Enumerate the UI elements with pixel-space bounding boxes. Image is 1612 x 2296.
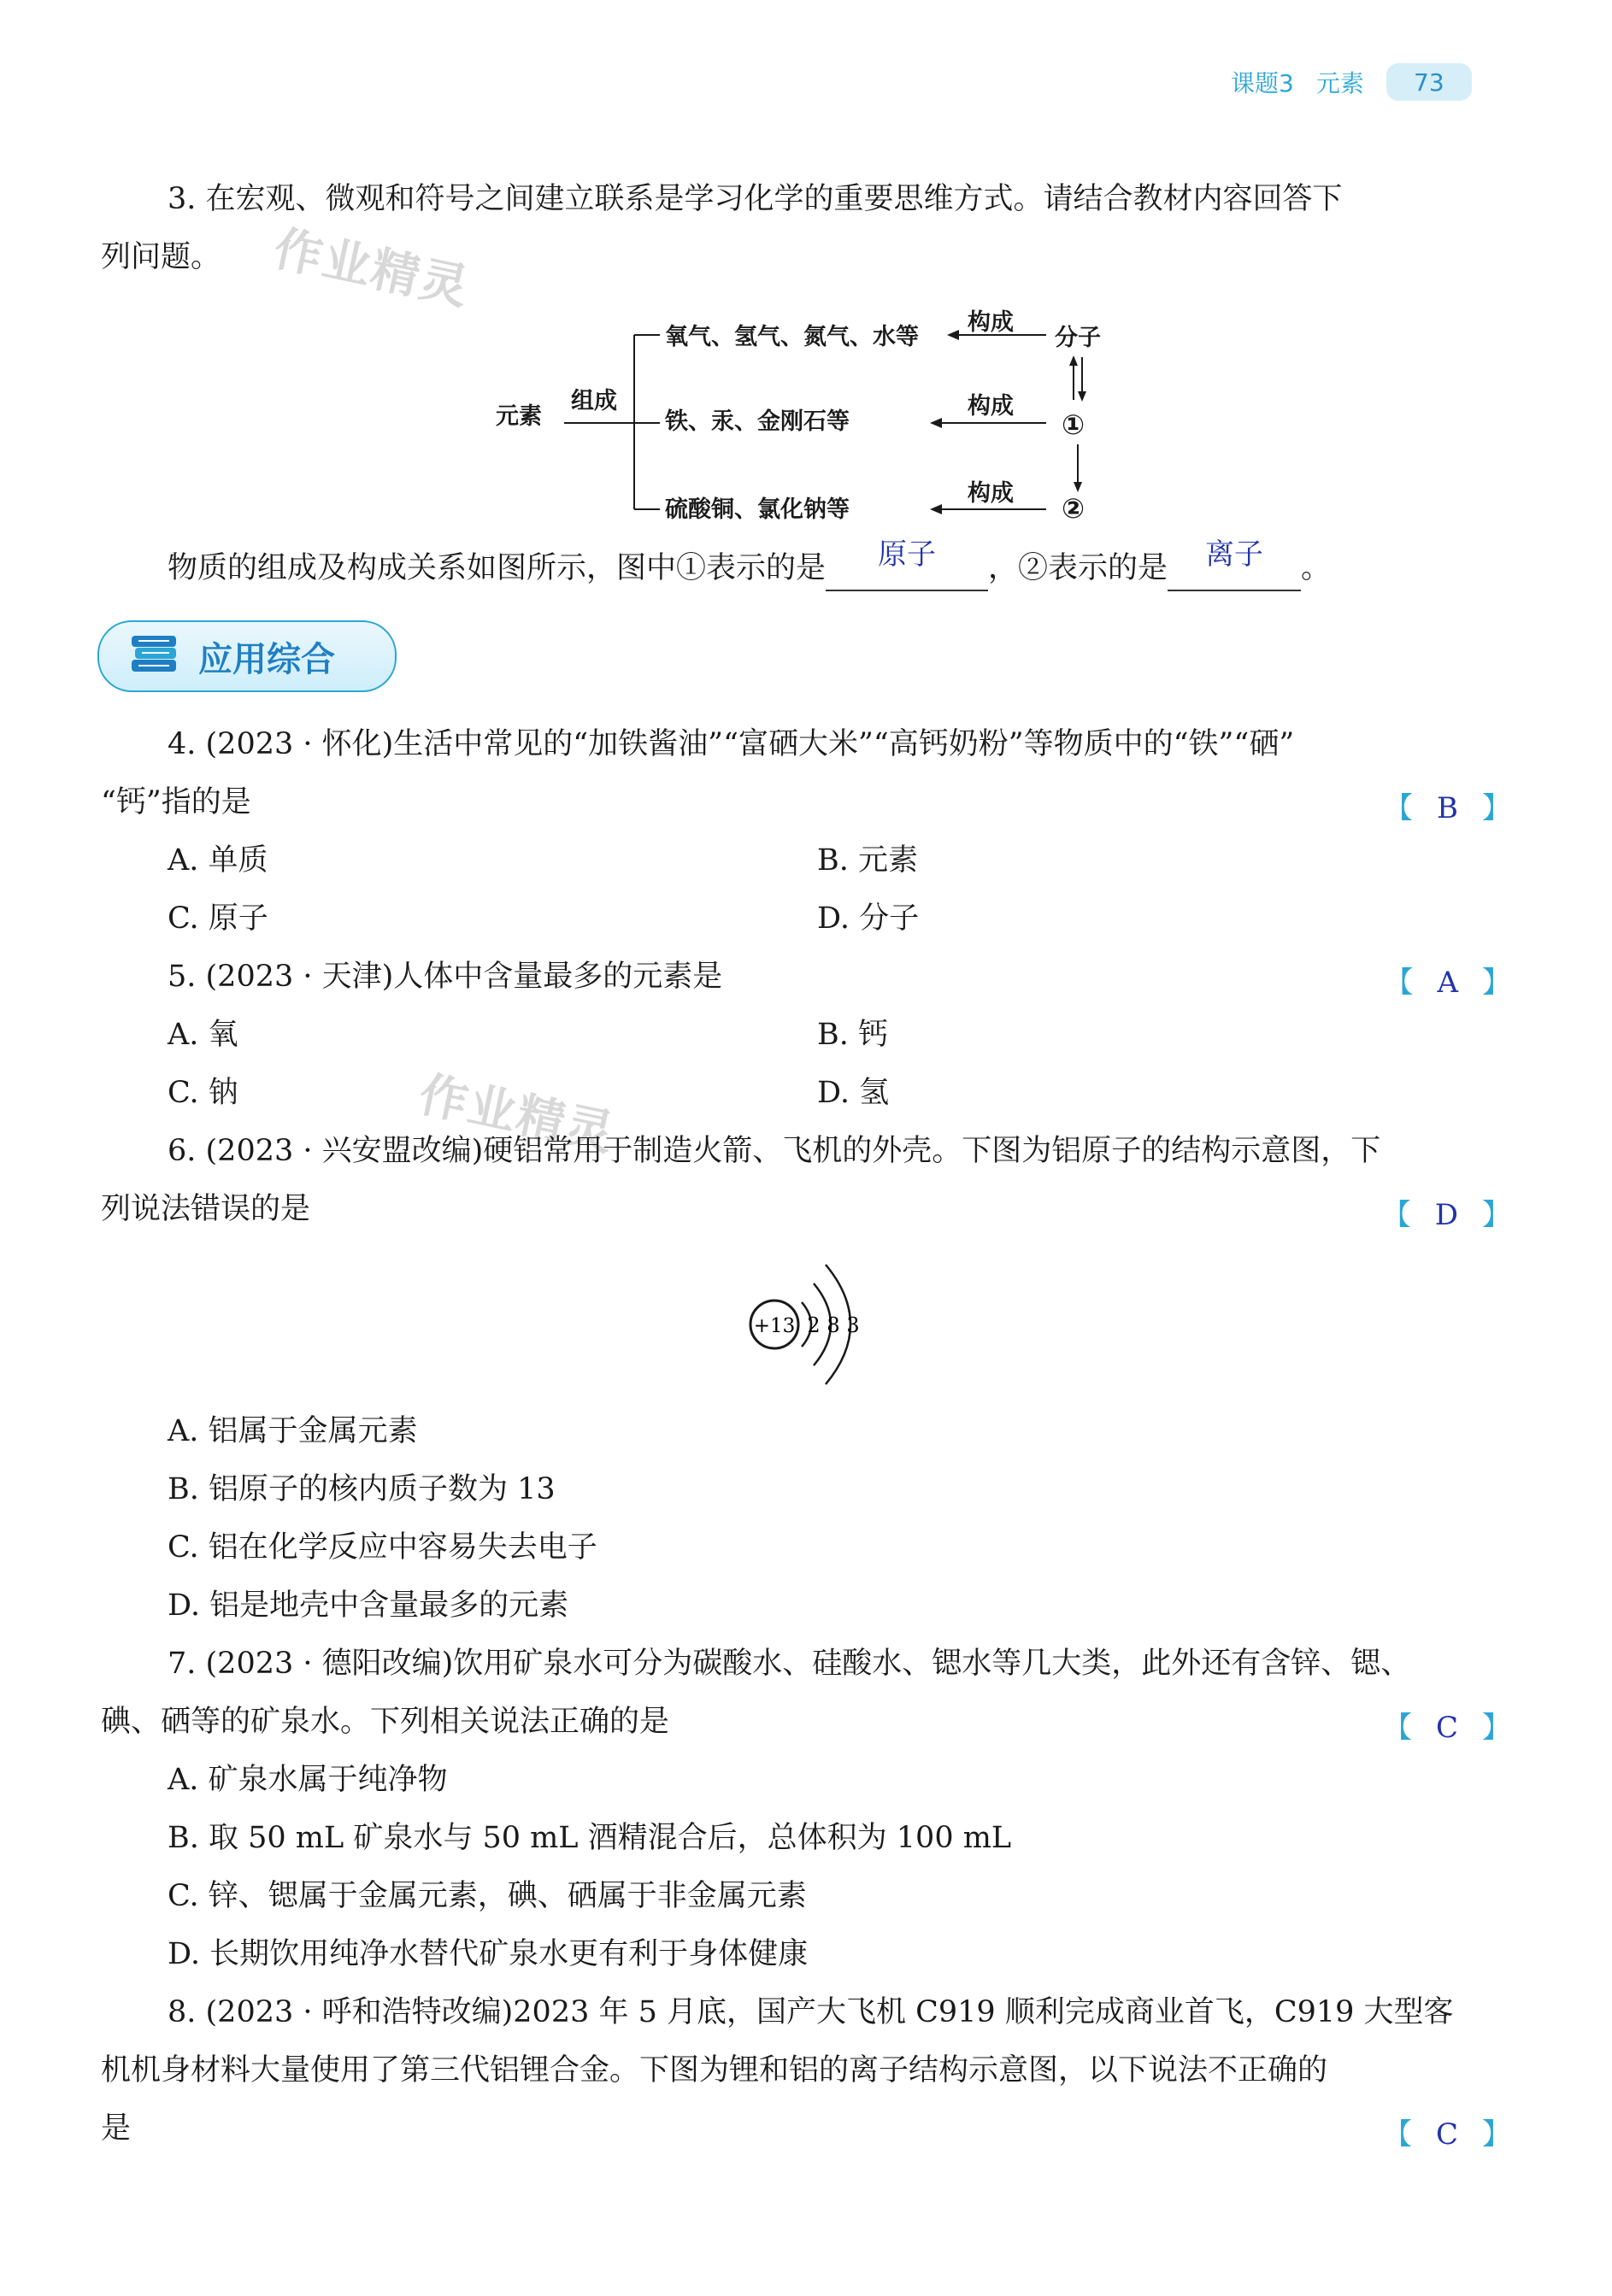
q5-option-b[interactable]: B. 钙 [817, 1018, 888, 1052]
q3-sentence-a: 物质的组成及构成关系如图所示，图中①表示的是 [168, 551, 827, 585]
diagram-substance1: 氧气、氢气、氮气、水等 [665, 324, 919, 350]
q4-option-c[interactable]: C. 原子 [168, 901, 268, 936]
diagram-substance3: 硫酸铜、氯化钠等 [665, 496, 850, 523]
diagram-construct-label: 构成 [968, 393, 1014, 420]
shell-3-electrons: 3 [846, 1313, 860, 1337]
section-title: 应用综合 [198, 639, 335, 679]
q4-answer: B [1437, 791, 1458, 825]
q4-answer-box [1384, 784, 1511, 826]
q7-answer-box [1383, 1704, 1511, 1746]
diagram-construct-label: 构成 [968, 480, 1014, 507]
q7-option-c[interactable]: C. 锌、锶属于金属元素，碘、硒属于非金属元素 [168, 1879, 807, 1913]
q3-line1: 3. 在宏观、微观和符号之间建立联系是学习化学的重要思维方式。请结合教材内容回答下 [168, 182, 1343, 216]
bracket-close: 】 [1482, 2117, 1511, 2152]
q7-option-a[interactable]: A. 矿泉水属于纯净物 [168, 1763, 448, 1797]
q4-line1: 4. (2023 · 怀化)生活中常见的“加铁酱油”“富硒大米”“高钙奶粉”等物质中的“铁”“硒” [168, 727, 1295, 761]
answer-blank-1[interactable] [826, 537, 988, 591]
q6-answer: D [1434, 1198, 1458, 1232]
q3-sentence-c: 。 [1301, 551, 1332, 585]
books-icon [126, 632, 183, 680]
q5-answer: A [1437, 966, 1458, 1000]
bracket-open: 【 [1382, 1711, 1412, 1745]
nucleus-charge: +13 [753, 1315, 796, 1337]
answer-blank-2[interactable] [1168, 537, 1301, 591]
q7-line1: 7. (2023 · 德阳改编)饮用矿泉水可分为碳酸水、硅酸水、锶水等几大类，此外还有含锌、锶、 [168, 1647, 1411, 1681]
q6-option-d[interactable]: D. 铝是地壳中含量最多的元素 [168, 1588, 569, 1623]
shell-2-electrons: 8 [827, 1313, 840, 1337]
bracket-close: 】 [1482, 1711, 1511, 1745]
q5-option-d[interactable]: D. 氢 [817, 1076, 890, 1110]
q6-option-b[interactable]: B. 铝原子的核内质子数为 13 [168, 1472, 556, 1506]
diagram-construct-label: 构成 [968, 309, 1014, 336]
q6-option-c[interactable]: C. 铝在化学反应中容易失去电子 [168, 1530, 597, 1565]
diagram-compose-label: 组成 [571, 388, 617, 414]
q4-option-d[interactable]: D. 分子 [817, 901, 920, 936]
diagram-circle1: ① [1062, 408, 1085, 441]
bracket-open: 【 [1381, 1198, 1411, 1232]
q6-option-a[interactable]: A. 铝属于金属元素 [168, 1414, 418, 1448]
q3-line2: 列问题。 [101, 240, 221, 274]
page-number: 73 [1386, 63, 1472, 101]
q8-line2: 机机身材料大量使用了第三代铝锂合金。下图为锂和铝的离子结构示意图，以下说法不正确的 [101, 2053, 1328, 2088]
bracket-open: 【 [1384, 791, 1413, 825]
chapter-label: 课题3 [1231, 69, 1294, 97]
q3-sentence-b: ，②表示的是 [988, 551, 1168, 585]
q7-answer: C [1435, 1711, 1458, 1745]
diagram-element-label: 元素 [496, 403, 542, 430]
answer-1: 原子 [878, 537, 937, 572]
q6-line1: 6. (2023 · 兴安盟改编)硬铝常用于制造火箭、飞机的外壳。下图为铝原子的结构示意图，下 [168, 1134, 1381, 1168]
diagram-substance2: 铁、汞、金刚石等 [665, 408, 850, 435]
bracket-close: 】 [1482, 1198, 1511, 1232]
q4-option-a[interactable]: A. 单质 [168, 843, 268, 878]
watermark: 作业精灵 [414, 1066, 621, 1163]
q4-option-b[interactable]: B. 元素 [817, 843, 918, 878]
q8-answer-box [1383, 2111, 1511, 2152]
q8-line3: 是 [101, 2111, 132, 2146]
q5-answer-box [1384, 959, 1511, 1001]
q6-line2: 列说法错误的是 [101, 1192, 311, 1226]
watermark: 作业精灵 [268, 220, 475, 317]
section-banner [97, 620, 397, 692]
q6-answer-box [1382, 1191, 1511, 1233]
bracket-open: 【 [1382, 2117, 1412, 2152]
q5-line1: 5. (2023 · 天津)人体中含量最多的元素是 [168, 960, 723, 994]
page-header [1231, 63, 1472, 101]
q4-line2: “钙”指的是 [101, 785, 251, 819]
shell-1-electrons: 2 [807, 1313, 821, 1337]
bracket-close: 】 [1482, 966, 1511, 1000]
bracket-open: 【 [1384, 966, 1414, 1000]
q5-option-a[interactable]: A. 氧 [168, 1018, 238, 1052]
q8-line1: 8. (2023 · 呼和浩特改编)2023 年 5 月底，国产大飞机 C919 顺利完成商业首飞，C919 大型客 [168, 1995, 1454, 2029]
bracket-close: 】 [1482, 791, 1511, 825]
q7-line2: 碘、硒等的矿泉水。下列相关说法正确的是 [101, 1705, 670, 1739]
topic-label: 元素 [1315, 69, 1364, 97]
q7-option-b[interactable]: B. 取 50 mL 矿泉水与 50 mL 酒精混合后，总体积为 100 mL [168, 1821, 1012, 1855]
q7-option-d[interactable]: D. 长期饮用纯净水替代矿泉水更有利于身体健康 [168, 1937, 809, 1971]
q8-answer: C [1435, 2117, 1458, 2152]
answer-2: 离子 [1205, 537, 1264, 572]
diagram-molecule-label: 分子 [1055, 325, 1101, 351]
q5-option-c[interactable]: C. 钠 [168, 1076, 238, 1110]
diagram-circle2: ② [1062, 492, 1085, 525]
aluminum-atom-diagram [742, 1249, 879, 1400]
q3-fill-sentence [168, 537, 1332, 591]
composition-diagram [479, 299, 1128, 538]
